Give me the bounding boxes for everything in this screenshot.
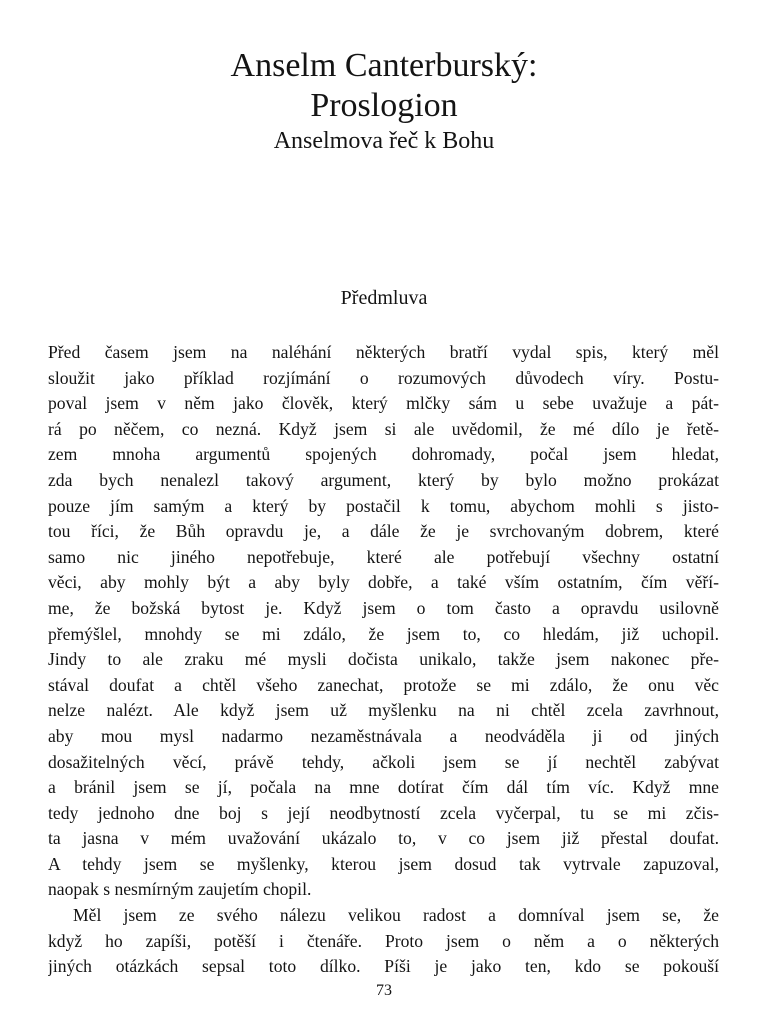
text-line: me, že božská bytost je. Když jsem o tom často a opravdu usilovně [48,597,719,618]
paragraph-1 [48,340,719,903]
text-line: samo nic jiného nepotřebuje, které ale potřebují všechny ostatní [48,546,719,567]
text-line: naopak s nesmírným zaujetím chopil. [48,879,312,900]
text-line: zem mnoha argumentů spojených dohromady, počal jsem hledat, [48,444,719,465]
text-line: tedy jednoho dne boj s její neodbytností zcela vyčerpal, tu se mi zčis- [48,802,719,823]
text-line: stával doufat a chtěl všeho zanechat, protože se mi zdálo, že onu věc [48,674,719,695]
text-line: věci, aby mohly být a aby byly dobře, a také vším ostatním, čím věří- [48,572,719,593]
text-line: pouze jím samým a který by postačil k tomu, abychom mohli s jisto- [48,495,719,516]
subtitle: Anselmova řeč k Bohu [273,128,495,154]
text-line: A tehdy jsem se myšlenky, kterou jsem dosud tak vytrvale zapuzoval, [48,853,719,874]
text-line: sloužit jako příklad rozjímání o rozumových důvodech víry. Postu- [48,367,719,388]
text-line: aby mou mysl nadarmo nezaměstnávala a neodváděla ji od jiných [48,725,719,746]
text-line: přemýšlel, mnohdy se mi zdálo, že jsem to, co hledám, již uchopil. [48,623,719,644]
text-line: dosažitelných věcí, právě tehdy, ačkoli jsem se jí nechtěl zabývat [48,751,719,772]
text-line: když ho zapíši, potěší i čtenáře. Proto jsem o něm a o některých [48,930,719,951]
page-number: 73 [376,982,392,999]
text-line: Jindy to ale zraku mé mysli dočista unikalo, takže jsem nakonec pře- [48,649,719,670]
title-line-1: Anselm Canterburský: [230,47,538,84]
text-line: nelze nalézt. Ale když jsem už myšlenku na ni chtěl zcela zavrhnout, [48,700,719,721]
text-line: ta jasna v mém uvažování ukázalo to, v co jsem již přestal doufat. [48,828,719,849]
body-text [48,340,719,980]
section-heading: Předmluva [340,287,428,309]
text-line: rá po něčem, co nezná. Když jsem si ale uvědomil, že mé dílo je řetě- [48,418,719,439]
text-line: Měl jsem ze svého nálezu velikou radost a domníval jsem se, že [73,905,719,926]
text-line: zda bych nenalezl takový argument, který by bylo možno prokázat [48,469,719,490]
title-line-2: Proslogion [310,87,458,124]
text-line: poval jsem v něm jako člověk, který mlčky sám u sebe uvažuje a pát- [48,393,719,414]
paragraph-2 [48,903,719,980]
text-line: Před časem jsem na naléhání některých bratří vydal spis, který měl [48,342,719,362]
text-line: tou říci, že Bůh opravdu je, a dále že je svrchovaným dobrem, které [48,521,719,542]
text-line: jiných otázkách sepsal toto dílko. Píši je jako ten, kdo se pokouší [48,956,719,977]
text-line: a bránil jsem se jí, počala na mne dotírat čím dál tím víc. Když mne [48,777,719,798]
